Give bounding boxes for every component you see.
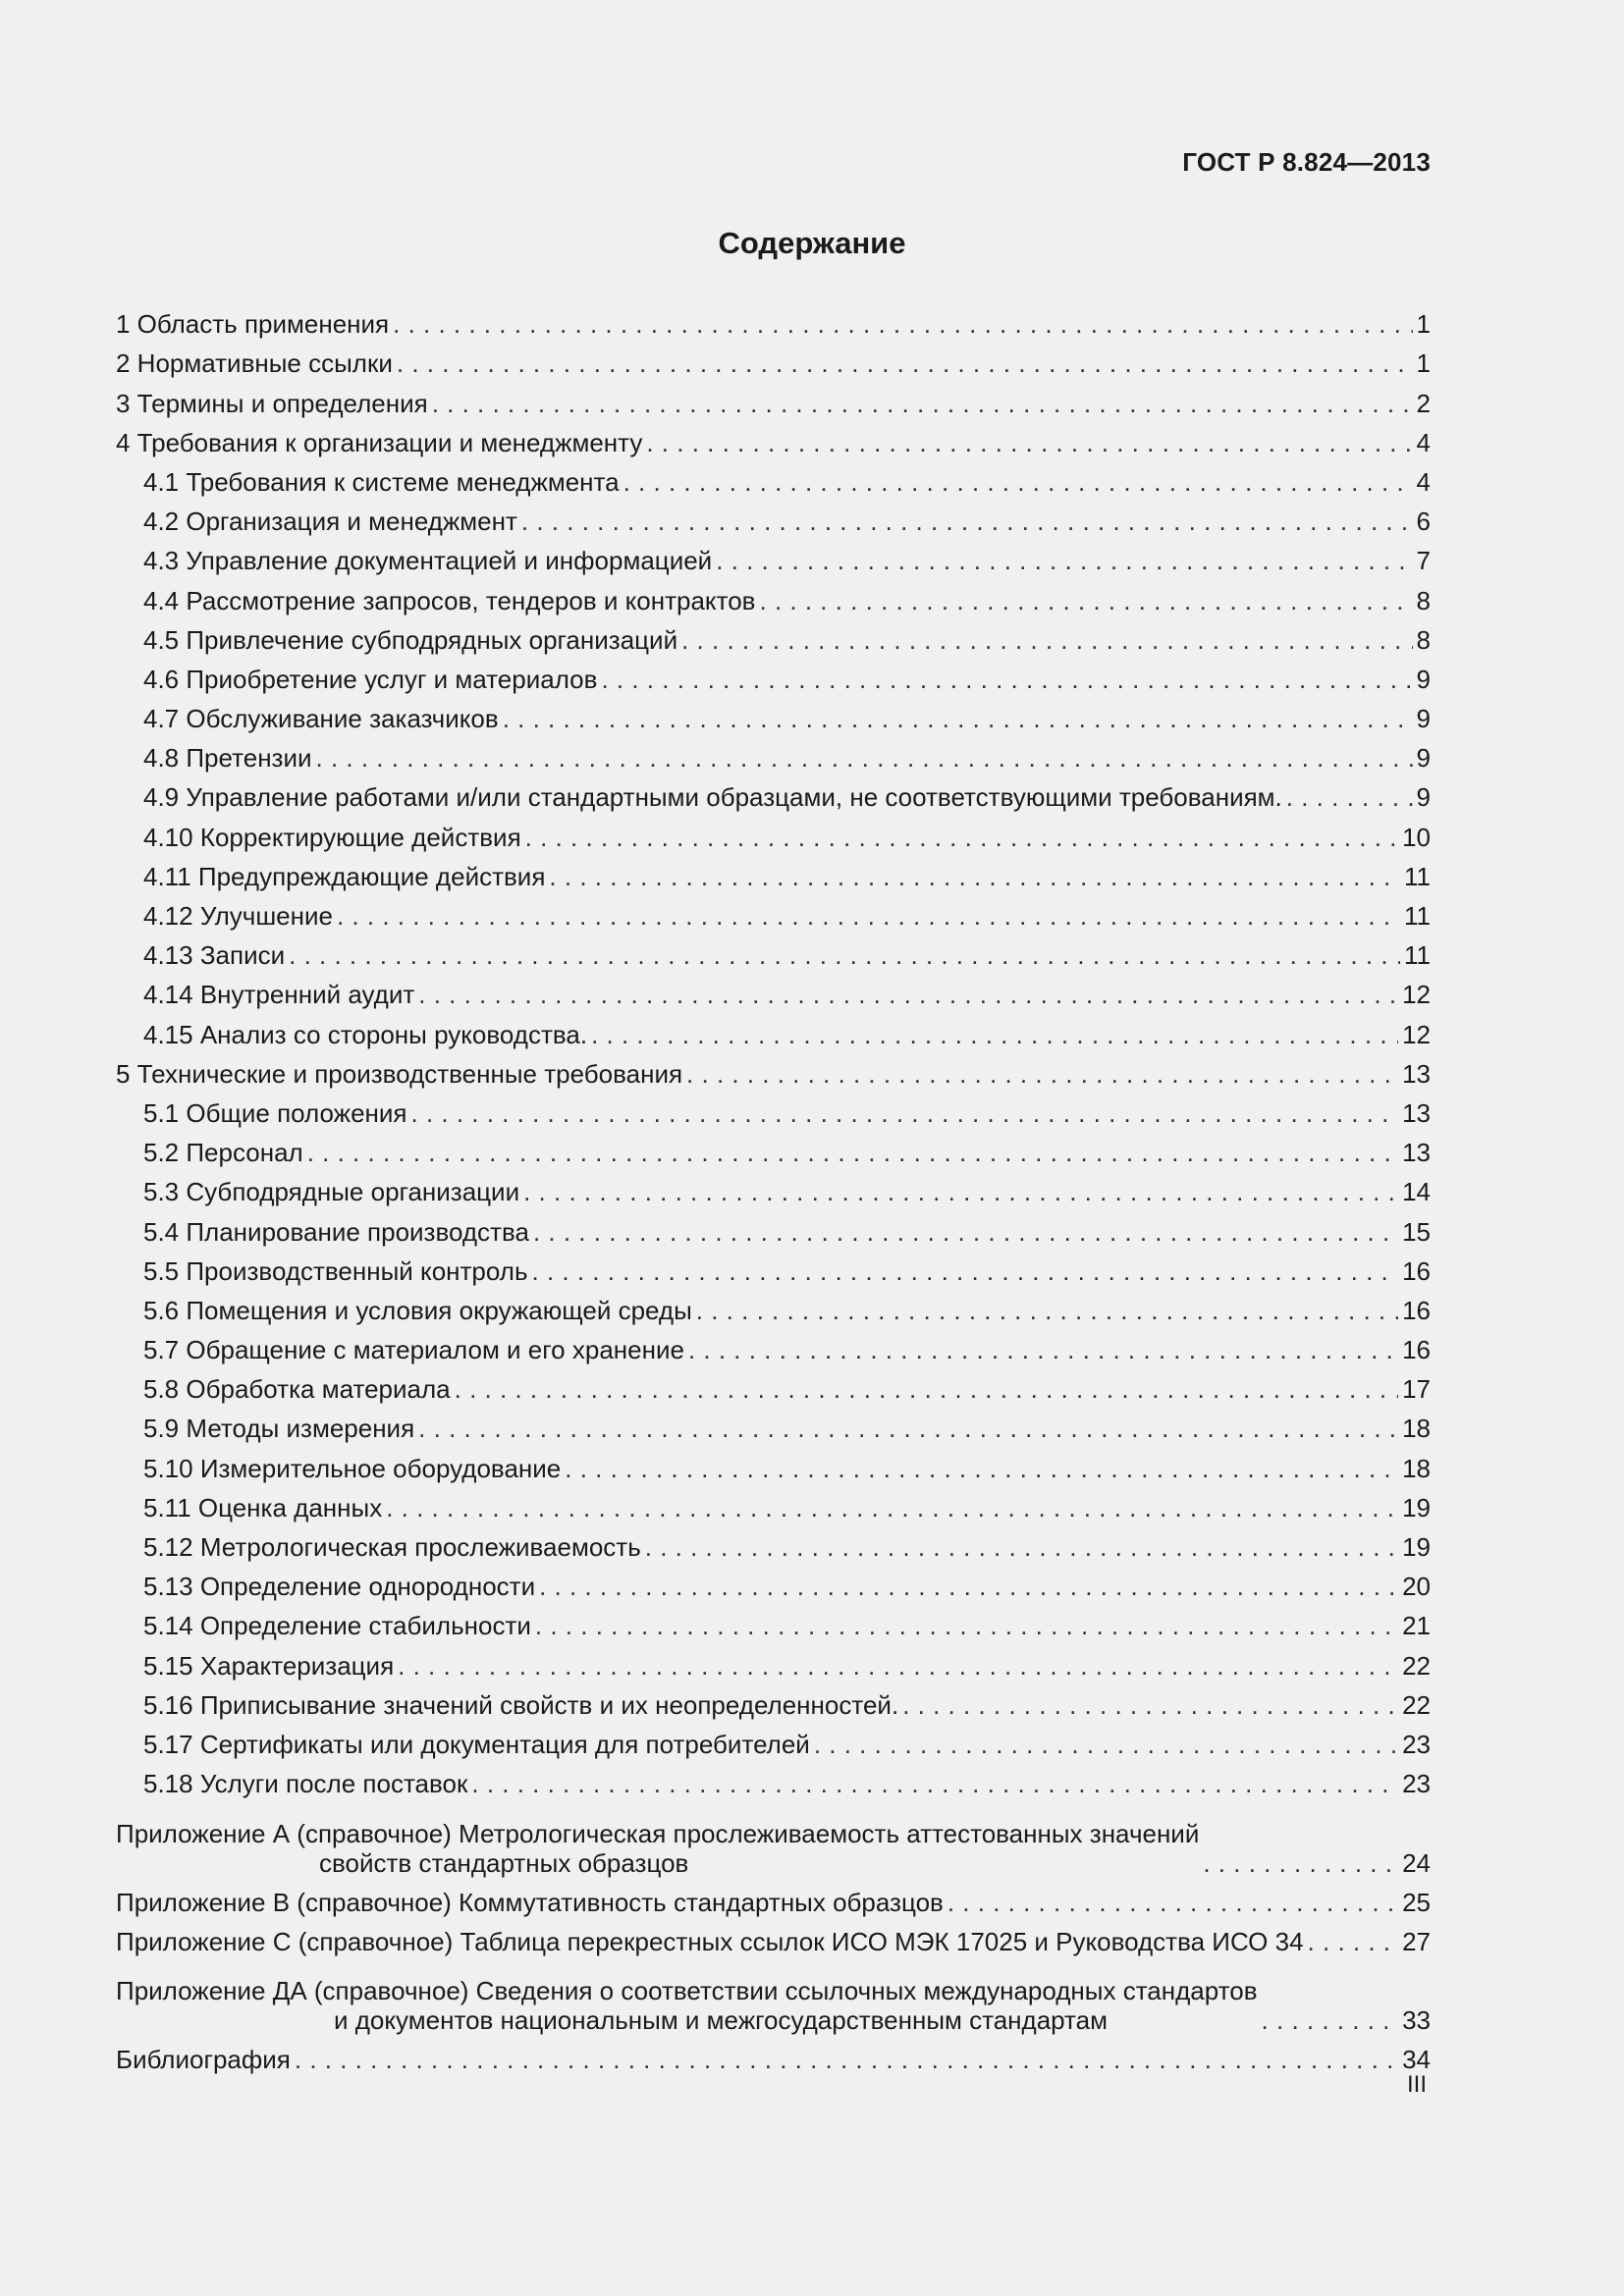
toc-entry[interactable] bbox=[116, 970, 1431, 1009]
toc-entry-text: 5.13 Определение однородности bbox=[143, 1572, 536, 1602]
toc-entry-text-continued: и документов национальным и межгосударственным стандартам bbox=[334, 2005, 1109, 2036]
toc-entry-text: 4.7 Обслуживание заказчиков bbox=[143, 704, 499, 734]
toc-entry[interactable] bbox=[116, 773, 1431, 812]
leader-dots bbox=[295, 2045, 1398, 2074]
toc-entry-appendix-c[interactable] bbox=[116, 1917, 1431, 1956]
leader-dots bbox=[681, 625, 1412, 655]
toc-entry-text: 5.8 Обработка материала bbox=[143, 1374, 451, 1405]
toc-entry-text: 4.14 Внутренний аудит bbox=[143, 980, 415, 1010]
toc-entry-text: 5.12 Метрологическая прослеживаемость bbox=[143, 1532, 641, 1562]
toc-entry-page: 34 bbox=[1402, 2045, 1431, 2075]
toc-entry-page: 9 bbox=[1416, 664, 1431, 694]
toc-entry[interactable] bbox=[116, 1128, 1431, 1167]
toc-entry-page: 1 bbox=[1416, 309, 1431, 340]
toc-entry-page: 17 bbox=[1402, 1374, 1431, 1405]
toc-entry[interactable] bbox=[116, 1049, 1431, 1089]
table-of-contents bbox=[116, 299, 1431, 2074]
toc-entry[interactable] bbox=[116, 1206, 1431, 1246]
toc-entry[interactable] bbox=[116, 1681, 1431, 1720]
toc-entry-page: 9 bbox=[1416, 743, 1431, 774]
toc-entry-text: 4.15 Анализ со стороны руководства. bbox=[143, 1019, 588, 1049]
toc-entry-bibliography[interactable] bbox=[116, 2035, 1431, 2074]
toc-entry-page: 13 bbox=[1402, 1058, 1431, 1089]
toc-entry-text: 5.15 Характеризация bbox=[143, 1650, 395, 1681]
leader-dots bbox=[645, 1532, 1398, 1562]
leader-dots bbox=[455, 1374, 1398, 1404]
toc-entry-text: 5.16 Приписывание значений свойств и их неопределенностей. bbox=[143, 1689, 899, 1720]
toc-entry-page: 33 bbox=[1402, 2005, 1431, 2036]
toc-entry[interactable] bbox=[116, 1286, 1431, 1325]
leader-dots bbox=[1308, 1927, 1399, 1956]
toc-entry[interactable] bbox=[116, 1601, 1431, 1640]
toc-entry-page: 24 bbox=[1402, 1847, 1431, 1878]
leader-dots bbox=[646, 428, 1412, 457]
toc-entry[interactable] bbox=[116, 536, 1431, 575]
leader-dots bbox=[601, 665, 1412, 694]
toc-entry-text: 4.3 Управление документацией и информацией bbox=[143, 546, 713, 576]
leader-dots bbox=[289, 940, 1400, 970]
toc-entry-text: 4.8 Претензии bbox=[143, 743, 312, 774]
leader-dots bbox=[1262, 2005, 1399, 2035]
toc-entry[interactable] bbox=[116, 812, 1431, 851]
leader-dots bbox=[533, 1217, 1398, 1247]
toc-entry-text: 5.11 Оценка данных bbox=[143, 1492, 383, 1522]
toc-entry-text: 5.10 Измерительное оборудование bbox=[143, 1453, 562, 1483]
toc-entry-text: 5.17 Сертификаты или документация для потребителей bbox=[143, 1729, 810, 1759]
toc-entry-text: Приложение С (справочное) Таблица перекрестных ссылок ИСО МЭК 17025 и Руководства ИСО 34 bbox=[116, 1926, 1304, 1956]
toc-entry-page: 23 bbox=[1402, 1729, 1431, 1759]
toc-entry-text: 4.4 Рассмотрение запросов, тендеров и контрактов bbox=[143, 585, 756, 615]
leader-dots bbox=[814, 1730, 1398, 1759]
leader-dots bbox=[521, 507, 1413, 536]
toc-entry-page: 4 bbox=[1416, 466, 1431, 497]
leader-dots bbox=[386, 1493, 1398, 1522]
toc-entry-page: 15 bbox=[1402, 1216, 1431, 1247]
toc-entry-page: 8 bbox=[1416, 624, 1431, 655]
leader-dots bbox=[471, 1769, 1398, 1798]
leader-dots bbox=[947, 1888, 1398, 1917]
toc-entry-text-continued: свойств стандартных образцов bbox=[319, 1847, 689, 1878]
toc-entry[interactable] bbox=[116, 931, 1431, 970]
leader-dots bbox=[591, 1020, 1398, 1049]
toc-title: Содержание bbox=[718, 226, 906, 260]
toc-entry-text: Приложение ДА (справочное) Сведения о соответствии ссылочных международных стандартов bbox=[116, 1976, 1258, 2006]
toc-entry-page: 16 bbox=[1402, 1335, 1431, 1365]
toc-entry-page: 2 bbox=[1416, 388, 1431, 418]
toc-entry-page: 14 bbox=[1402, 1177, 1431, 1207]
toc-entry[interactable] bbox=[116, 575, 1431, 614]
toc-entry-page: 16 bbox=[1402, 1255, 1431, 1286]
toc-entry-page: 19 bbox=[1402, 1492, 1431, 1522]
leader-dots bbox=[1203, 1848, 1398, 1878]
leader-dots bbox=[902, 1690, 1398, 1720]
toc-entry-page: 1 bbox=[1416, 348, 1431, 379]
toc-entry-text: 4.10 Корректирующие действия bbox=[143, 822, 521, 852]
leader-dots bbox=[397, 348, 1413, 378]
toc-entry-page: 19 bbox=[1402, 1532, 1431, 1562]
toc-entry[interactable] bbox=[116, 1364, 1431, 1404]
toc-entry[interactable] bbox=[116, 1247, 1431, 1286]
leader-dots bbox=[696, 1296, 1398, 1325]
toc-entry-text: 4.1 Требования к системе менеджмента bbox=[143, 466, 620, 497]
toc-entry[interactable] bbox=[116, 1720, 1431, 1759]
toc-entry-page: 7 bbox=[1416, 546, 1431, 576]
toc-entry-page: 4 bbox=[1416, 427, 1431, 457]
toc-entry-page: 6 bbox=[1416, 507, 1431, 537]
toc-entry[interactable] bbox=[116, 1562, 1431, 1601]
toc-entry[interactable] bbox=[116, 1483, 1431, 1522]
toc-entry[interactable] bbox=[116, 497, 1431, 536]
toc-entry-text: 4 Требования к организации и менеджменту bbox=[116, 427, 643, 457]
leader-dots bbox=[418, 980, 1398, 1009]
toc-entry-text: 5.6 Помещения и условия окружающей среды bbox=[143, 1295, 692, 1325]
toc-entry-page: 13 bbox=[1402, 1138, 1431, 1168]
toc-entry-text: 3 Термины и определения bbox=[116, 388, 428, 418]
toc-entry-page: 18 bbox=[1402, 1453, 1431, 1483]
toc-entry-page: 16 bbox=[1402, 1295, 1431, 1325]
leader-dots bbox=[532, 1256, 1399, 1286]
toc-entry-appendix-da[interactable] bbox=[116, 1956, 1431, 2035]
leader-dots bbox=[549, 862, 1400, 891]
toc-entry[interactable] bbox=[116, 655, 1431, 694]
leader-dots bbox=[411, 1098, 1399, 1128]
toc-entry-text: 4.2 Организация и менеджмент bbox=[143, 507, 517, 537]
toc-entry-page: 27 bbox=[1402, 1926, 1431, 1956]
toc-entry-appendix-a[interactable] bbox=[116, 1798, 1431, 1877]
toc-entry-text: 5.2 Персонал bbox=[143, 1138, 303, 1168]
toc-entry-text: 4.13 Записи bbox=[143, 940, 286, 971]
leader-dots bbox=[623, 467, 1413, 497]
toc-entry[interactable] bbox=[116, 1325, 1431, 1364]
toc-entry-text: 5.3 Субподрядные организации bbox=[143, 1177, 520, 1207]
toc-entry-page: 12 bbox=[1402, 980, 1431, 1010]
toc-entry-page: 10 bbox=[1402, 822, 1431, 852]
toc-entry-text: 4.6 Приобретение услуг и материалов bbox=[143, 664, 598, 694]
toc-entry-text: 2 Нормативные ссылки bbox=[116, 348, 393, 379]
toc-entry[interactable] bbox=[116, 1759, 1431, 1798]
toc-entry-page: 22 bbox=[1402, 1650, 1431, 1681]
toc-entry[interactable] bbox=[116, 1522, 1431, 1562]
toc-entry-text: Приложение В (справочное) Коммутативность стандартных образцов bbox=[116, 1887, 944, 1917]
toc-entry-page: 11 bbox=[1404, 901, 1431, 931]
toc-entry[interactable] bbox=[116, 418, 1431, 457]
document-code: ГОСТ Р 8.824—2013 bbox=[1182, 147, 1431, 177]
toc-entry-text: 4.12 Улучшение bbox=[143, 901, 333, 931]
toc-entry[interactable] bbox=[116, 457, 1431, 497]
leader-dots bbox=[418, 1414, 1398, 1443]
toc-entry-page: 20 bbox=[1402, 1572, 1431, 1602]
toc-entry[interactable] bbox=[116, 1089, 1431, 1128]
leader-dots bbox=[307, 1138, 1398, 1167]
toc-entry-page: 9 bbox=[1416, 782, 1431, 813]
leader-dots bbox=[688, 1335, 1398, 1364]
leader-dots bbox=[539, 1572, 1398, 1601]
leader-dots bbox=[525, 823, 1398, 852]
toc-entry-page: 18 bbox=[1402, 1414, 1431, 1444]
leader-dots bbox=[523, 1177, 1398, 1206]
toc-entry-page: 21 bbox=[1402, 1611, 1431, 1641]
toc-entry[interactable] bbox=[116, 1167, 1431, 1206]
toc-entry-text: 5 Технические и производственные требования bbox=[116, 1058, 683, 1089]
toc-entry-page: 22 bbox=[1402, 1689, 1431, 1720]
toc-entry[interactable] bbox=[116, 694, 1431, 733]
toc-entry-text: 5.1 Общие положения bbox=[143, 1097, 407, 1128]
leader-dots bbox=[760, 586, 1413, 615]
toc-entry-text: 5.14 Определение стабильности bbox=[143, 1611, 531, 1641]
toc-entry[interactable] bbox=[116, 339, 1431, 378]
toc-entry-text: 5.4 Планирование производства bbox=[143, 1216, 529, 1247]
toc-entry-text: Библиография bbox=[116, 2045, 291, 2075]
toc-entry-page: 25 bbox=[1402, 1887, 1431, 1917]
toc-entry[interactable] bbox=[116, 378, 1431, 417]
toc-entry[interactable] bbox=[116, 891, 1431, 931]
toc-entry-page: 13 bbox=[1402, 1097, 1431, 1128]
page-number: III bbox=[1406, 2071, 1427, 2098]
toc-entry[interactable] bbox=[116, 1404, 1431, 1443]
toc-entry-text: 4.9 Управление работами и/или стандартными образцами, не соответствующими требованиям. bbox=[143, 782, 1282, 813]
toc-entry[interactable] bbox=[116, 733, 1431, 773]
toc-entry-text: 5.9 Методы измерения bbox=[143, 1414, 415, 1444]
leader-dots bbox=[503, 704, 1413, 733]
leader-dots bbox=[398, 1651, 1398, 1681]
toc-entry-text: 5.18 Услуги после поставок bbox=[143, 1769, 468, 1799]
leader-dots bbox=[393, 309, 1412, 339]
toc-entry-page: 9 bbox=[1416, 704, 1431, 734]
toc-entries bbox=[116, 299, 1431, 1798]
toc-entry-page: 8 bbox=[1416, 585, 1431, 615]
toc-entry-text: 5.7 Обращение с материалом и его хранение bbox=[143, 1335, 684, 1365]
toc-entry-page: 11 bbox=[1404, 940, 1431, 971]
toc-entry[interactable] bbox=[116, 1443, 1431, 1482]
leader-dots bbox=[535, 1611, 1398, 1640]
toc-entry-text: 5.5 Производственный контроль bbox=[143, 1255, 528, 1286]
toc-entry-text: 4.11 Предупреждающие действия bbox=[143, 861, 546, 891]
toc-entry-page: 12 bbox=[1402, 1019, 1431, 1049]
leader-dots bbox=[565, 1454, 1398, 1483]
toc-entry-text: 1 Область применения bbox=[116, 309, 390, 340]
toc-entry[interactable] bbox=[116, 299, 1431, 339]
toc-entry-text: Приложение А (справочное) Метрологическая прослеживаемость аттестованных значений bbox=[116, 1818, 1200, 1848]
toc-entry[interactable] bbox=[116, 852, 1431, 891]
leader-dots bbox=[337, 901, 1400, 931]
toc-entry-page: 23 bbox=[1402, 1769, 1431, 1799]
leader-dots bbox=[432, 389, 1413, 418]
leader-dots bbox=[1286, 782, 1413, 812]
toc-entry-text: 4.5 Привлечение субподрядных организаций bbox=[143, 624, 678, 655]
leader-dots bbox=[716, 546, 1412, 575]
toc-entry-appendix-b[interactable] bbox=[116, 1878, 1431, 1917]
toc-entry[interactable] bbox=[116, 1009, 1431, 1048]
leader-dots bbox=[686, 1059, 1398, 1089]
leader-dots bbox=[316, 743, 1413, 773]
toc-entry[interactable] bbox=[116, 1640, 1431, 1680]
toc-entry-page: 11 bbox=[1404, 861, 1431, 891]
toc-entry[interactable] bbox=[116, 615, 1431, 655]
